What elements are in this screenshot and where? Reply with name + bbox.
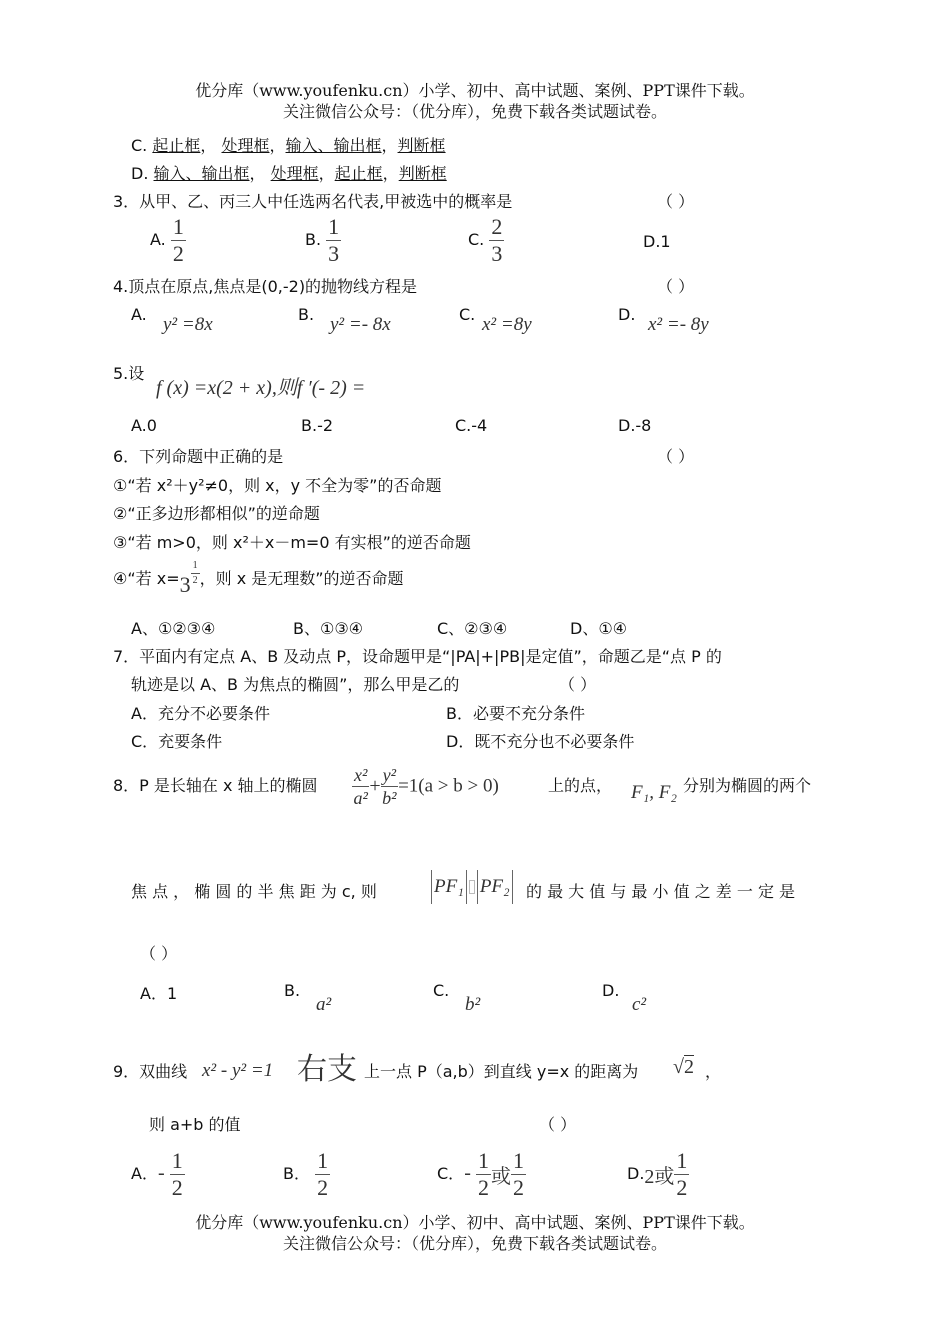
separator: ， [382,164,399,183]
q9-option-d: D.2或 $\frac{1}{2}$ [627,1148,688,1200]
header-line-1: 优分库（www.youfenku.cn）小学、初中、高中试题、案例、PPT课件下载。 [195,81,755,100]
q7-option-d: D．既不充分也不必要条件 [446,732,635,751]
q8-option-d-math: c² [632,994,647,1015]
q9-option-a: A．- $\frac{1}{2}$ [131,1148,183,1200]
q6-item-3: ③“若 m>0，则 x²＋x－m=0 有实根”的逆否命题 [113,533,471,552]
q2-option-d [131,161,447,184]
q9-stem-post: ， [705,1062,722,1081]
q9-stem-mid: 上一点 P（a,b）到直线 y=x 的距离为 [364,1062,639,1081]
q4-option-d-math: x² =- 8y [648,314,709,335]
option-item: 处理框 [270,164,319,183]
separator: ， [318,164,335,183]
fraction: $\frac{\text{x²}}{\text{a²}}$ [353,765,368,808]
option-item: 起止框 [334,164,383,183]
q9-answer-paren: （ ） [539,1115,577,1134]
option-label: D. [131,164,149,183]
option-label: B. [305,230,322,249]
fraction: $\frac{2}{3}$ [491,214,503,266]
q6-option-d: D、①④ [570,619,628,638]
q3-stem: 3．从甲、乙、丙三人中任选两名代表,甲被选中的概率是 [113,192,513,211]
q5-option-c: C.-4 [455,416,488,435]
q2-option-c [131,133,446,156]
option-item: 处理框 [221,136,270,155]
q6-stem: 6．下列命题中正确的是 [113,447,284,466]
q4-option-b-label: B. [298,305,315,324]
q6-option-a: A、①②③④ [131,619,216,638]
q8-stem-pre: 8．P 是长轴在 x 轴上的椭圆 [113,776,318,795]
q6-option-b: B、①③④ [293,619,364,638]
header-line-2: 关注微信公众号：（优分库），免费下载各类试题试卷。 [282,102,667,121]
q9-sqrt: √2 [673,1056,694,1078]
q3-answer-paren: （ ） [657,192,695,211]
option-label: A. [150,230,166,249]
q8-stem-post: 分别为椭圆的两个 [683,776,812,795]
q5-option-a: A.0 [131,416,157,435]
q7-line-1: 7．平面内有定点 A、B 及动点 P，设命题甲是“|PA|+|PB|是定值”，命题乙是“点 P 的 [113,647,722,666]
q9-stem-pre: 9．双曲线 [113,1062,188,1081]
fraction: $\frac{1}{2}$ [512,1148,524,1200]
q8-option-c-math: b² [465,994,481,1015]
q6-answer-paren: （ ） [657,447,695,466]
q7-option-a: A．充分不必要条件 [131,704,270,723]
q4-option-a-label: A. [131,305,147,324]
q8-stem-mid: 上的点， [548,776,613,795]
q8-pf-product: PF₁ PF₂ [429,870,515,904]
footer-line-1: 优分库（www.youfenku.cn）小学、初中、高中试题、案例、PPT课件下载。 [195,1213,755,1232]
exponent-base: 3 [179,572,191,597]
q3-option-a [150,216,186,265]
q5-option-d: D.-8 [618,416,652,435]
q4-stem: 4.顶点在原点,焦点是(0,-2)的抛物线方程是 [113,277,418,296]
option-label: C. [131,136,148,155]
separator: ， [381,136,398,155]
q9-option-b: B． $\frac{1}{2}$ [283,1148,329,1200]
fraction: $\frac{1}{2}$ [317,1148,329,1200]
q8-option-b-math: a² [316,994,332,1015]
q5-math: f (x) =x(2 + x),则f ′(- 2) = [156,377,366,399]
q8-option-a: A．1 [140,984,178,1003]
q7-line-2: 轨迹是以 A、B 为焦点的椭圆”，那么甲是乙的 [131,675,460,694]
option-item: 判断框 [398,164,447,183]
exponent-fraction: $\frac{1}{2}$ [192,560,198,586]
q3-option-d: D.1 [643,232,671,251]
option-item: 判断框 [397,136,446,155]
q4-option-c-label: C. [459,305,476,324]
q3-option-b [305,216,341,265]
sqrt-icon: √ [673,1056,684,1078]
q8-foci: F₁, F₂ [631,782,677,803]
q7-option-b: B．必要不充分条件 [446,704,585,723]
q4-option-a-math: y² =8x [163,314,213,335]
fraction: $\frac{1}{2}$ [172,214,184,266]
q8-option-b-label: B. [284,981,301,1000]
q4-option-d-label: D. [618,305,636,324]
q6-item-4: ④“若 x=3 $\frac{1}{2}$ ，则 x 是无理数”的逆否命题 [113,560,404,597]
fraction: $\frac{1}{2}$ [676,1148,688,1200]
q5-option-b: B.-2 [301,416,334,435]
q9-option-c: C．- $\frac{1}{2}$ 或 $\frac{1}{2}$ [437,1148,524,1200]
q9-line-2: 则 a+b 的值 [149,1115,241,1134]
q8-ellipse-equation: $\frac{\text{x²}}{\text{a²}}$ + $\frac{\text{y²}}{\text{b²}}$ =1(a > b > 0) [353,765,499,808]
option-label: C. [468,230,485,249]
q6-item-2: ②“正多边形都相似”的逆命题 [113,504,320,523]
q6-item-1: ①“若 x²＋y²≠0，则 x，y 不全为零”的否命题 [113,476,442,495]
fraction: $\frac{\text{y²}}{\text{b²}}$ [382,765,397,808]
separator: ， [249,164,266,183]
q8-option-c-label: C. [433,981,450,1000]
q4-answer-paren: （ ） [657,277,695,296]
footer-line-2: 关注微信公众号：（优分库），免费下载各类试题试卷。 [282,1234,667,1253]
q3-option-c [468,216,504,265]
q7-answer-paren: （ ） [559,675,597,694]
q9-right-branch: 右支 [297,1053,357,1086]
q5-stem: 5.设 [113,364,145,383]
q8-option-d-label: D. [602,981,620,1000]
option-item: 输入、输出框 [285,136,382,155]
q7-option-c: C．充要条件 [131,732,223,751]
separator: ， [269,136,286,155]
q8-line-2-pre: 焦 点 ， 椭 圆 的 半 焦 距 为 c, 则 [131,882,377,901]
q6-option-c: C、②③④ [437,619,508,638]
option-item: 起止框 [152,136,201,155]
q4-option-b-math: y² =- 8x [330,314,391,335]
q9-hyperbola-math: x² - y² =1 [202,1060,274,1081]
fraction: $\frac{1}{2}$ [477,1148,489,1200]
placeholder-box-icon [469,880,475,894]
q8-answer-paren: （ ） [140,944,178,963]
fraction: $\frac{1}{3}$ [328,214,340,266]
q8-line-2-post: 的 最 大 值 与 最 小 值 之 差 一 定 是 [526,882,796,901]
separator: ， [200,136,217,155]
option-item: 输入、输出框 [153,164,250,183]
q4-option-c-math: x² =8y [482,314,532,335]
fraction: $\frac{1}{2}$ [171,1148,183,1200]
